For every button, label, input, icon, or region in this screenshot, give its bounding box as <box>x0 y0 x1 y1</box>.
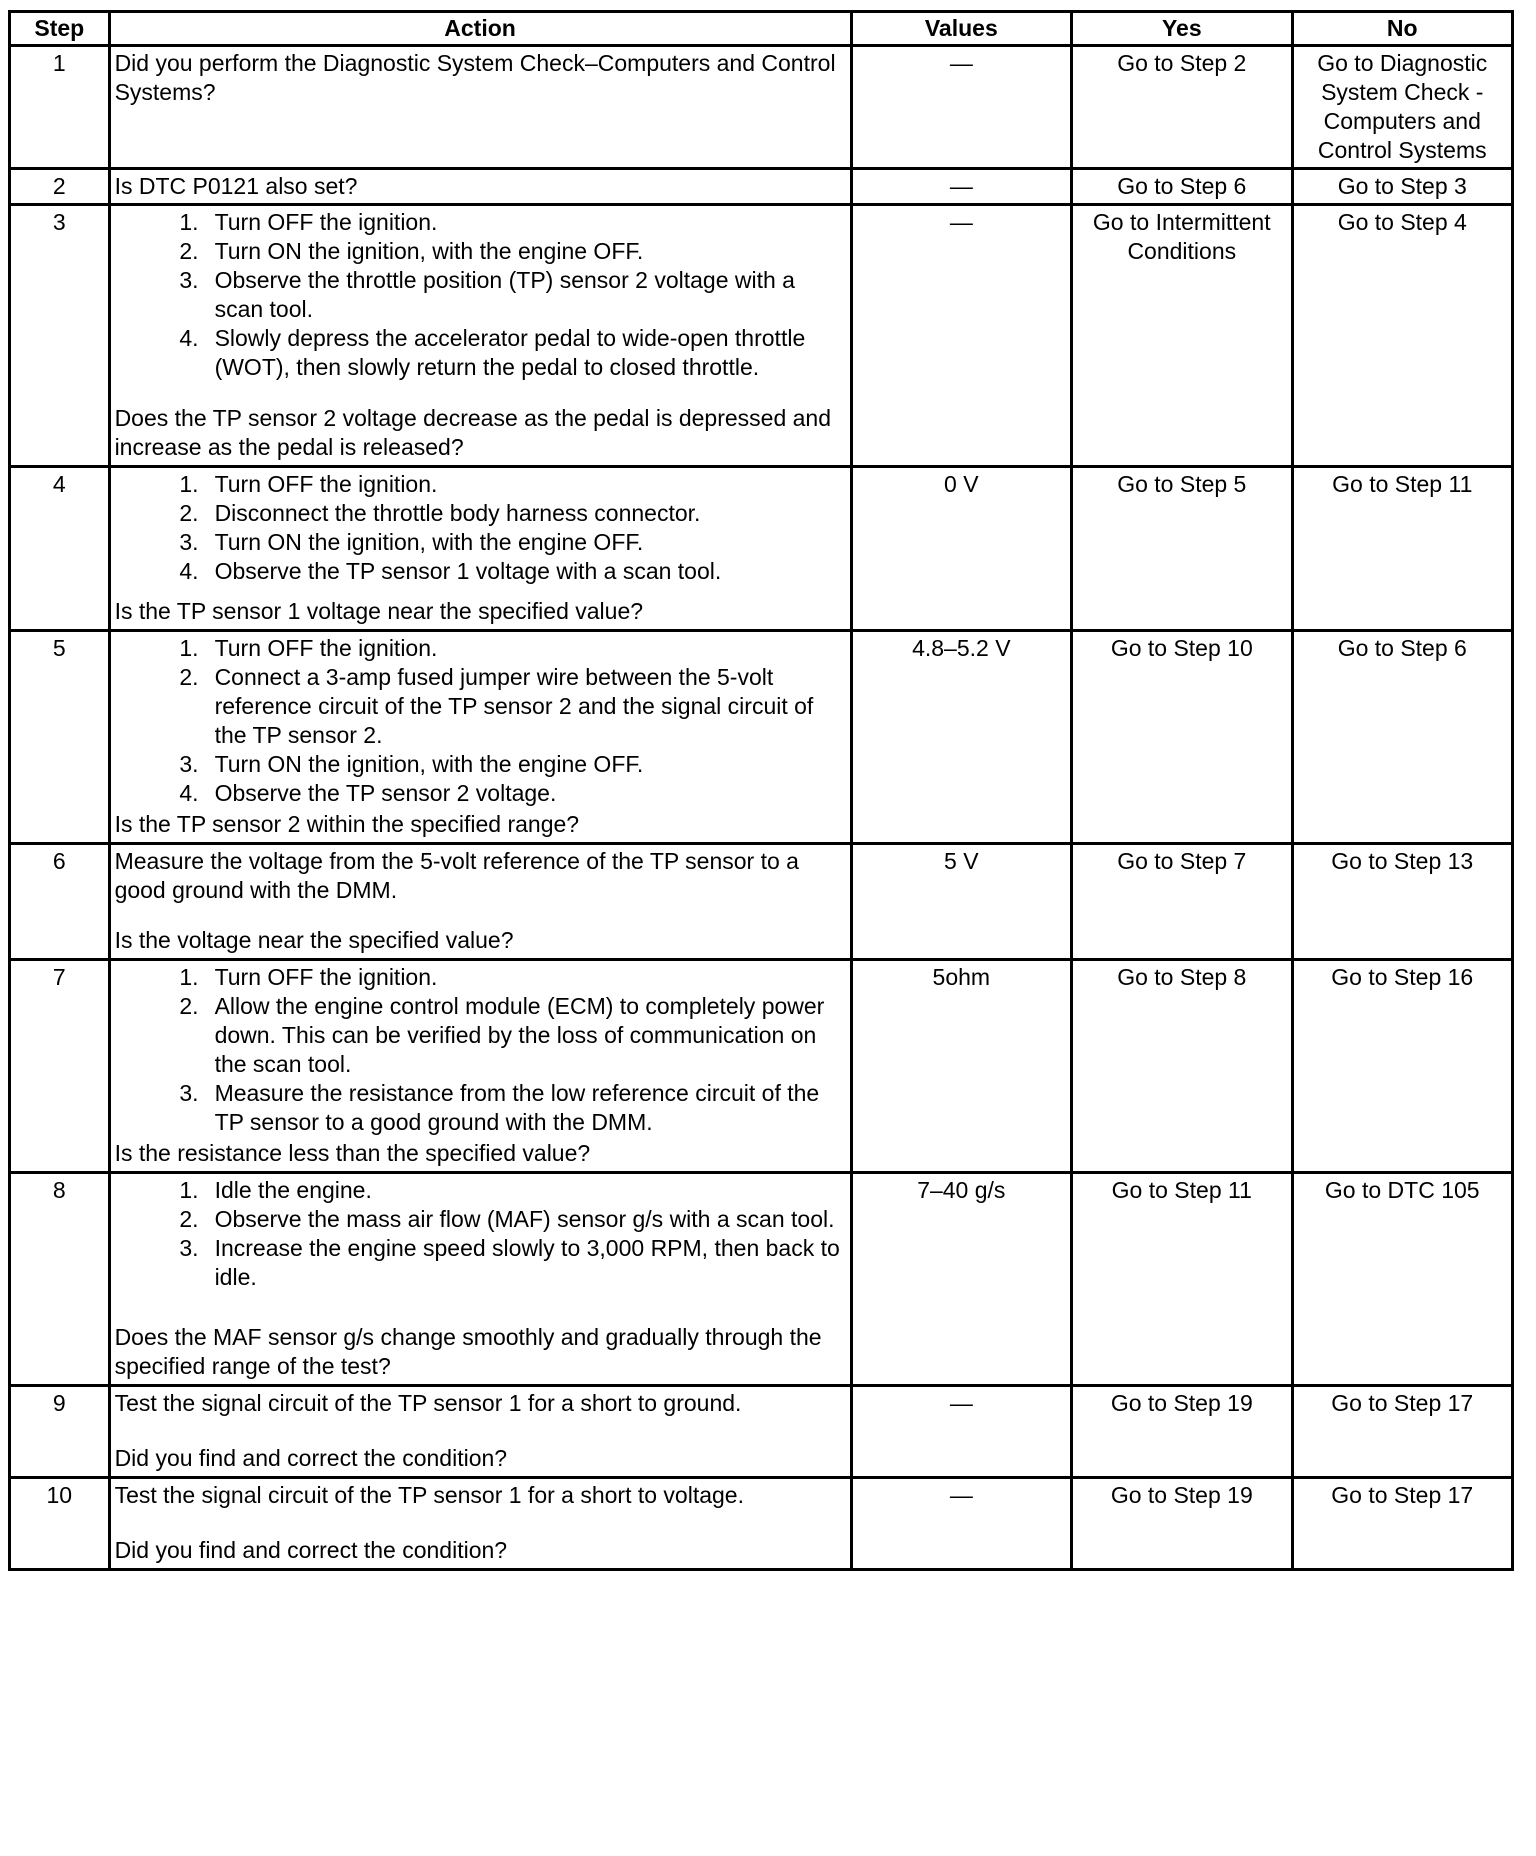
table-row <box>10 169 1513 205</box>
step-number: 6 <box>10 844 110 960</box>
procedure-item <box>115 750 846 779</box>
action-content <box>115 208 846 462</box>
procedure-item-number: 3. <box>179 1080 199 1106</box>
procedure-item <box>115 499 846 528</box>
header-values: Values <box>851 12 1071 46</box>
action-top <box>115 847 846 905</box>
procedure-item-text: Increase the engine speed slowly to 3,000 RPM, then back to idle. <box>214 1235 840 1290</box>
procedure-item <box>115 237 846 266</box>
procedure-item-number: 2. <box>179 1206 199 1232</box>
table-row <box>10 1478 1513 1570</box>
procedure-item-number: 2. <box>179 500 199 526</box>
table-row <box>10 960 1513 1173</box>
procedure-item-number: 1. <box>179 635 199 661</box>
procedure-list <box>115 634 846 808</box>
procedure-item <box>115 992 846 1079</box>
action-cell <box>109 467 851 631</box>
no-cell: Go to DTC 105 <box>1292 1173 1512 1386</box>
procedure-item <box>115 634 846 663</box>
procedure-item-text: Observe the TP sensor 2 voltage. <box>214 780 557 806</box>
header-action: Action <box>109 12 851 46</box>
procedure-list <box>115 208 846 382</box>
yes-cell: Go to Step 19 <box>1072 1478 1292 1570</box>
yes-cell: Go to Step 7 <box>1072 844 1292 960</box>
value-cell: — <box>851 169 1071 205</box>
action-content <box>115 1176 846 1381</box>
procedure-item <box>115 266 846 324</box>
procedure-item <box>115 557 846 586</box>
header-no: No <box>1292 12 1512 46</box>
value-cell: 5 V <box>851 844 1071 960</box>
procedure-item <box>115 208 846 237</box>
action-cell <box>109 1173 851 1386</box>
value-cell: 0 V <box>851 467 1071 631</box>
yes-cell: Go to Step 10 <box>1072 631 1292 844</box>
step-number: 5 <box>10 631 110 844</box>
no-cell: Go to Step 4 <box>1292 205 1512 467</box>
procedure-item-text: Observe the TP sensor 1 voltage with a scan tool. <box>214 558 722 584</box>
step-number: 2 <box>10 169 110 205</box>
procedure-item-number: 4. <box>179 780 199 806</box>
action-content <box>115 1481 846 1565</box>
step-number: 4 <box>10 467 110 631</box>
step-number: 10 <box>10 1478 110 1570</box>
action-cell <box>109 960 851 1173</box>
action-top <box>115 208 846 382</box>
action-cell <box>109 205 851 467</box>
action-top <box>115 1389 846 1418</box>
no-cell: Go to Step 17 <box>1292 1478 1512 1570</box>
step-number: 7 <box>10 960 110 1173</box>
value-cell: — <box>851 205 1071 467</box>
no-cell: Go to Step 13 <box>1292 844 1512 960</box>
procedure-item <box>115 324 846 382</box>
action-instruction: Test the signal circuit of the TP sensor 1 for a short to voltage. <box>114 1482 744 1508</box>
yes-cell: Go to Step 6 <box>1072 169 1292 205</box>
yes-cell: Go to Step 8 <box>1072 960 1292 1173</box>
procedure-item-number: 2. <box>179 993 199 1019</box>
table-row <box>10 1173 1513 1386</box>
action-cell <box>109 1386 851 1478</box>
step-number: 1 <box>10 46 110 169</box>
action-instruction: Did you perform the Diagnostic System Check–Computers and Control Systems? <box>114 50 836 105</box>
header-yes: Yes <box>1072 12 1292 46</box>
step-number: 3 <box>10 205 110 467</box>
procedure-item <box>115 1176 846 1205</box>
action-instruction: Test the signal circuit of the TP sensor 1 for a short to ground. <box>114 1390 742 1416</box>
procedure-list <box>115 963 846 1137</box>
header-step: Step <box>10 12 110 46</box>
yes-cell: Go to Step 19 <box>1072 1386 1292 1478</box>
action-top <box>115 470 846 586</box>
action-question: Is the TP sensor 2 within the specified range? <box>114 811 580 837</box>
no-cell: Go to Diagnostic System Check - Computers and Control Systems <box>1292 46 1512 169</box>
procedure-item-number: 3. <box>179 529 199 555</box>
value-cell: 4.8–5.2 V <box>851 631 1071 844</box>
action-question: Is the voltage near the specified value? <box>114 927 514 953</box>
header-row <box>10 12 1513 46</box>
value-cell: — <box>851 1386 1071 1478</box>
procedure-item-number: 4. <box>179 558 199 584</box>
action-instruction: Measure the voltage from the 5-volt reference of the TP sensor to a good ground with the DMM. <box>114 848 799 903</box>
procedure-item <box>115 779 846 808</box>
action-content <box>115 49 846 147</box>
procedure-item-text: Measure the resistance from the low reference circuit of the TP sensor to a good ground with the DMM. <box>214 1080 820 1135</box>
action-cell <box>109 1478 851 1570</box>
table-row <box>10 46 1513 169</box>
yes-cell: Go to Step 11 <box>1072 1173 1292 1386</box>
table-row <box>10 467 1513 631</box>
no-cell: Go to Step 17 <box>1292 1386 1512 1478</box>
procedure-item-text: Turn OFF the ignition. <box>214 964 438 990</box>
procedure-item-number: 2. <box>179 664 199 690</box>
no-cell: Go to Step 6 <box>1292 631 1512 844</box>
action-cell <box>109 46 851 169</box>
no-cell: Go to Step 11 <box>1292 467 1512 631</box>
procedure-list <box>115 470 846 586</box>
action-content <box>115 847 846 955</box>
yes-cell: Go to Step 2 <box>1072 46 1292 169</box>
procedure-item-text: Allow the engine control module (ECM) to completely power down. This can be verified by the loss of communication on the scan tool. <box>214 993 825 1077</box>
yes-cell: Go to Intermittent Conditions <box>1072 205 1292 467</box>
diagnostic-table <box>8 10 1514 1571</box>
table-row <box>10 1386 1513 1478</box>
procedure-item-text: Turn OFF the ignition. <box>214 209 438 235</box>
action-top <box>115 49 846 107</box>
step-number: 8 <box>10 1173 110 1386</box>
procedure-item-text: Turn OFF the ignition. <box>214 635 438 661</box>
procedure-item <box>115 663 846 750</box>
step-number: 9 <box>10 1386 110 1478</box>
procedure-item-number: 1. <box>179 1177 199 1203</box>
table-body <box>10 46 1513 1570</box>
action-cell <box>109 631 851 844</box>
procedure-item <box>115 963 846 992</box>
action-cell <box>109 844 851 960</box>
action-content <box>115 634 846 839</box>
procedure-item-number: 3. <box>179 751 199 777</box>
action-content <box>115 470 846 626</box>
procedure-item-number: 2. <box>179 238 199 264</box>
yes-cell: Go to Step 5 <box>1072 467 1292 631</box>
procedure-list <box>115 1176 846 1292</box>
value-cell: 7–40 g/s <box>851 1173 1071 1386</box>
table-row <box>10 631 1513 844</box>
action-question: Does the TP sensor 2 voltage decrease as the pedal is depressed and increase as the pedal is released? <box>114 405 832 460</box>
action-top <box>115 1481 846 1510</box>
no-cell: Go to Step 3 <box>1292 169 1512 205</box>
action-top <box>115 634 846 808</box>
value-cell: — <box>851 46 1071 169</box>
action-instruction: Is DTC P0121 also set? <box>114 173 358 199</box>
procedure-item-text: Observe the throttle position (TP) sensor 2 voltage with a scan tool. <box>214 267 795 322</box>
procedure-item-text: Turn OFF the ignition. <box>214 471 438 497</box>
procedure-item <box>115 1079 846 1137</box>
action-top <box>115 1176 846 1292</box>
procedure-item-text: Observe the mass air flow (MAF) sensor g/s with a scan tool. <box>214 1206 835 1232</box>
procedure-item-text: Connect a 3-amp fused jumper wire between the 5-volt reference circuit of the TP sensor 2 and the signal circuit of the TP sensor 2. <box>214 664 814 748</box>
action-content <box>115 963 846 1168</box>
action-question: Did you find and correct the condition? <box>114 1445 508 1471</box>
procedure-item <box>115 470 846 499</box>
procedure-item-text: Turn ON the ignition, with the engine OFF. <box>214 238 644 264</box>
action-question: Did you find and correct the condition? <box>114 1537 508 1563</box>
procedure-item-text: Idle the engine. <box>214 1177 372 1203</box>
procedure-item-number: 4. <box>179 325 199 351</box>
procedure-item-number: 1. <box>179 209 199 235</box>
action-top <box>115 172 846 201</box>
table-row <box>10 844 1513 960</box>
procedure-item-text: Turn ON the ignition, with the engine OFF. <box>214 529 644 555</box>
procedure-item <box>115 1205 846 1234</box>
action-question: Is the TP sensor 1 voltage near the specified value? <box>114 598 644 624</box>
procedure-item-text: Slowly depress the accelerator pedal to wide-open throttle (WOT), then slowly return the pedal to closed throttle. <box>214 325 806 380</box>
procedure-item-number: 1. <box>179 471 199 497</box>
procedure-item <box>115 1234 846 1292</box>
table-row <box>10 205 1513 467</box>
action-cell <box>109 169 851 205</box>
value-cell: 5ohm <box>851 960 1071 1173</box>
procedure-item-text: Disconnect the throttle body harness connector. <box>214 500 701 526</box>
procedure-item-text: Turn ON the ignition, with the engine OFF. <box>214 751 644 777</box>
no-cell: Go to Step 16 <box>1292 960 1512 1173</box>
procedure-item-number: 1. <box>179 964 199 990</box>
procedure-item-number: 3. <box>179 1235 199 1261</box>
action-content <box>115 172 846 201</box>
procedure-item <box>115 528 846 557</box>
procedure-item-number: 3. <box>179 267 199 293</box>
value-cell: — <box>851 1478 1071 1570</box>
action-top <box>115 963 846 1137</box>
action-question: Is the resistance less than the specified value? <box>114 1140 591 1166</box>
action-question: Does the MAF sensor g/s change smoothly and gradually through the specified range of the test? <box>114 1324 822 1379</box>
action-content <box>115 1389 846 1473</box>
